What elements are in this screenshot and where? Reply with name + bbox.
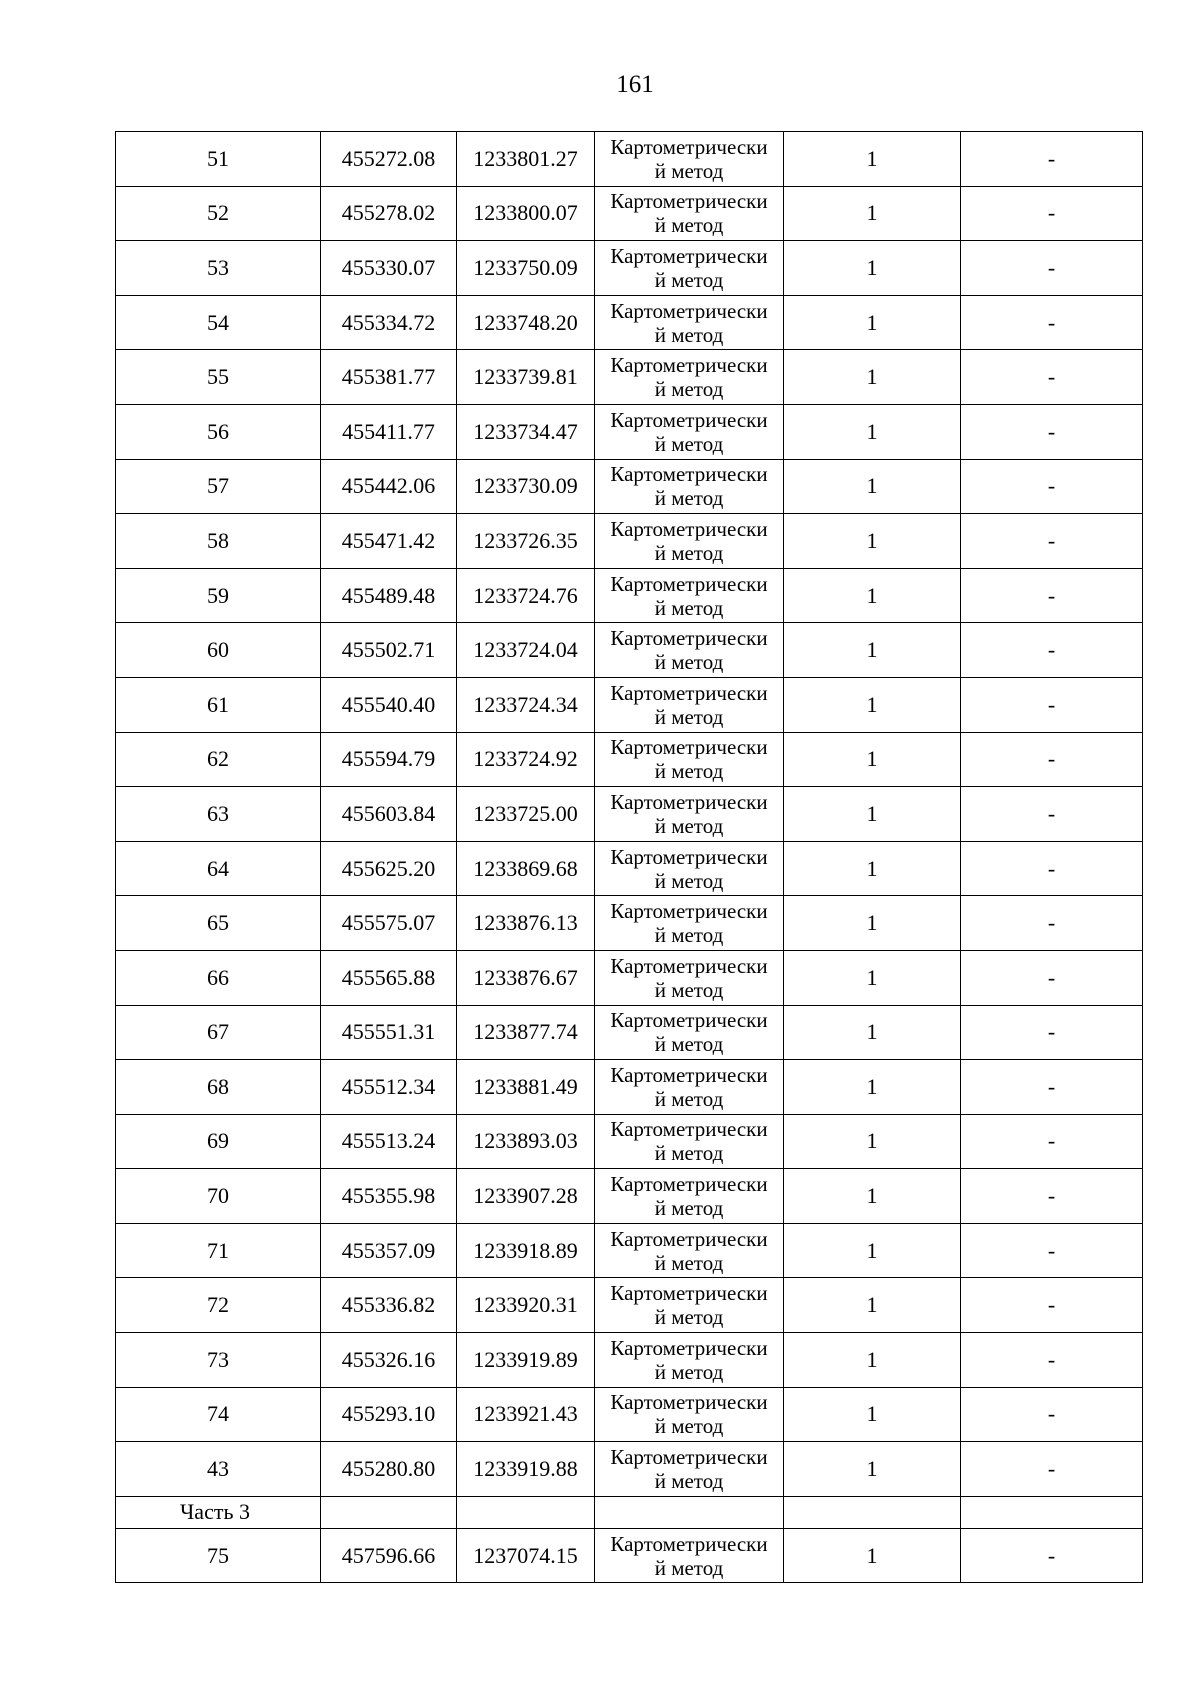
method-line-1: Картометрически	[610, 735, 768, 760]
coord-y: 1233726.35	[457, 514, 595, 569]
coord-y: 1233919.89	[457, 1333, 595, 1388]
table-row	[116, 1060, 1143, 1115]
coord-y: 1237074.15	[457, 1528, 595, 1583]
point-number: 57	[116, 459, 321, 514]
coord-y: 1233724.04	[457, 623, 595, 678]
coord-x: 455330.07	[321, 241, 457, 296]
coord-x: 455442.06	[321, 459, 457, 514]
accuracy: 1	[784, 1528, 961, 1583]
method-line-2: й метод	[654, 377, 724, 402]
point-number: 53	[116, 241, 321, 296]
accuracy: 1	[784, 404, 961, 459]
method-line-1: Картометрически	[610, 626, 768, 651]
method-line-1: Картометрически	[610, 1172, 768, 1197]
coord-x: 455381.77	[321, 350, 457, 405]
point-number: 59	[116, 568, 321, 623]
method-cell	[595, 950, 784, 1005]
coord-x: 455594.79	[321, 732, 457, 787]
method-line-1: Картометрически	[610, 1445, 768, 1470]
note: -	[961, 404, 1143, 459]
coord-y: 1233920.31	[457, 1278, 595, 1333]
method-cell	[595, 186, 784, 241]
empty-cell	[595, 1496, 784, 1528]
point-number: 70	[116, 1169, 321, 1224]
method-line-2: й метод	[654, 1555, 724, 1580]
method-cell	[595, 677, 784, 732]
coord-x: 455603.84	[321, 787, 457, 842]
table-row	[116, 241, 1143, 296]
coordinates-table	[115, 131, 1143, 1583]
accuracy: 1	[784, 568, 961, 623]
accuracy: 1	[784, 295, 961, 350]
method-cell	[595, 732, 784, 787]
accuracy: 1	[784, 841, 961, 896]
accuracy: 1	[784, 950, 961, 1005]
table-row	[116, 841, 1143, 896]
coord-y: 1233869.68	[457, 841, 595, 896]
coord-x: 455293.10	[321, 1387, 457, 1442]
point-number: 75	[116, 1528, 321, 1583]
coord-x: 455280.80	[321, 1442, 457, 1497]
table-row	[116, 1223, 1143, 1278]
method-line-2: й метод	[654, 1250, 724, 1275]
point-number: 65	[116, 896, 321, 951]
note: -	[961, 295, 1143, 350]
method-line-1: Картометрически	[610, 189, 768, 214]
note: -	[961, 1005, 1143, 1060]
coord-y: 1233750.09	[457, 241, 595, 296]
table-row	[116, 295, 1143, 350]
method-cell	[595, 1387, 784, 1442]
point-number: 61	[116, 677, 321, 732]
note: -	[961, 1060, 1143, 1115]
note: -	[961, 841, 1143, 896]
method-line-2: й метод	[654, 813, 724, 838]
method-cell	[595, 787, 784, 842]
method-line-1: Картометрически	[610, 134, 768, 159]
accuracy: 1	[784, 896, 961, 951]
method-line-2: й метод	[654, 1032, 724, 1057]
note: -	[961, 1278, 1143, 1333]
point-number: 55	[116, 350, 321, 405]
method-line-2: й метод	[654, 595, 724, 620]
empty-cell	[961, 1496, 1143, 1528]
method-line-1: Картометрически	[610, 1226, 768, 1251]
method-line-2: й метод	[654, 1414, 724, 1439]
method-line-2: й метод	[654, 158, 724, 183]
method-line-2: й метод	[654, 267, 724, 292]
accuracy: 1	[784, 732, 961, 787]
note: -	[961, 1528, 1143, 1583]
method-line-1: Картометрически	[610, 1062, 768, 1087]
method-cell	[595, 896, 784, 951]
coord-y: 1233748.20	[457, 295, 595, 350]
coord-x: 455540.40	[321, 677, 457, 732]
accuracy: 1	[784, 1333, 961, 1388]
coord-x: 455411.77	[321, 404, 457, 459]
method-line-1: Картометрически	[610, 1281, 768, 1306]
table-row	[116, 186, 1143, 241]
method-line-1: Картометрически	[610, 1117, 768, 1142]
method-line-1: Картометрически	[610, 1008, 768, 1033]
table-row	[116, 1333, 1143, 1388]
method-line-2: й метод	[654, 540, 724, 565]
table-row	[116, 787, 1143, 842]
coord-x: 455336.82	[321, 1278, 457, 1333]
point-number: 43	[116, 1442, 321, 1497]
note: -	[961, 459, 1143, 514]
method-line-2: й метод	[654, 650, 724, 675]
method-line-2: й метод	[654, 431, 724, 456]
note: -	[961, 350, 1143, 405]
method-cell	[595, 132, 784, 187]
method-line-2: й метод	[654, 1469, 724, 1494]
method-line-1: Картометрически	[610, 789, 768, 814]
point-number: 66	[116, 950, 321, 1005]
coord-y: 1233725.00	[457, 787, 595, 842]
coord-x: 455551.31	[321, 1005, 457, 1060]
coord-x: 455471.42	[321, 514, 457, 569]
accuracy: 1	[784, 1005, 961, 1060]
method-line-2: й метод	[654, 704, 724, 729]
coord-y: 1233921.43	[457, 1387, 595, 1442]
coord-x: 455575.07	[321, 896, 457, 951]
coord-x: 455355.98	[321, 1169, 457, 1224]
note: -	[961, 568, 1143, 623]
table-row	[116, 732, 1143, 787]
point-number: 52	[116, 186, 321, 241]
method-cell	[595, 514, 784, 569]
method-line-2: й метод	[654, 868, 724, 893]
method-line-1: Картометрически	[610, 298, 768, 323]
note: -	[961, 896, 1143, 951]
table-row	[116, 1528, 1143, 1583]
coord-x: 455502.71	[321, 623, 457, 678]
point-number: 73	[116, 1333, 321, 1388]
coord-y: 1233919.88	[457, 1442, 595, 1497]
note: -	[961, 1333, 1143, 1388]
table-row	[116, 1442, 1143, 1497]
note: -	[961, 732, 1143, 787]
method-line-1: Картометрически	[610, 1335, 768, 1360]
method-line-1: Картометрически	[610, 844, 768, 869]
method-cell	[595, 459, 784, 514]
note: -	[961, 514, 1143, 569]
point-number: 69	[116, 1114, 321, 1169]
table-row	[116, 896, 1143, 951]
table-row	[116, 1169, 1143, 1224]
note: -	[961, 186, 1143, 241]
point-number: 60	[116, 623, 321, 678]
method-line-2: й метод	[654, 1305, 724, 1330]
note: -	[961, 1114, 1143, 1169]
method-cell	[595, 1278, 784, 1333]
section-row	[116, 1496, 1143, 1528]
method-cell	[595, 1114, 784, 1169]
empty-cell	[457, 1496, 595, 1528]
table-row	[116, 1278, 1143, 1333]
coord-y: 1233800.07	[457, 186, 595, 241]
point-number: 71	[116, 1223, 321, 1278]
table-row	[116, 132, 1143, 187]
point-number: 62	[116, 732, 321, 787]
accuracy: 1	[784, 623, 961, 678]
coord-x: 455489.48	[321, 568, 457, 623]
coordinates-table-body	[116, 132, 1143, 1583]
method-cell	[595, 623, 784, 678]
method-line-1: Картометрически	[610, 571, 768, 596]
accuracy: 1	[784, 677, 961, 732]
accuracy: 1	[784, 1169, 961, 1224]
point-number: 72	[116, 1278, 321, 1333]
method-line-1: Картометрически	[610, 1390, 768, 1415]
method-cell	[595, 1333, 784, 1388]
method-line-2: й метод	[654, 322, 724, 347]
method-line-2: й метод	[654, 1196, 724, 1221]
method-cell	[595, 1223, 784, 1278]
table-row	[116, 1114, 1143, 1169]
method-line-1: Картометрически	[610, 407, 768, 432]
coord-y: 1233918.89	[457, 1223, 595, 1278]
method-line-2: й метод	[654, 1359, 724, 1384]
method-line-2: й метод	[654, 1086, 724, 1111]
coord-x: 457596.66	[321, 1528, 457, 1583]
coord-y: 1233734.47	[457, 404, 595, 459]
method-line-1: Картометрически	[610, 899, 768, 924]
accuracy: 1	[784, 1278, 961, 1333]
table-row	[116, 350, 1143, 405]
method-cell	[595, 295, 784, 350]
empty-cell	[784, 1496, 961, 1528]
point-number: 54	[116, 295, 321, 350]
method-line-1: Картометрически	[610, 953, 768, 978]
note: -	[961, 623, 1143, 678]
note: -	[961, 787, 1143, 842]
accuracy: 1	[784, 241, 961, 296]
coord-x: 455334.72	[321, 295, 457, 350]
method-cell	[595, 404, 784, 459]
coord-y: 1233739.81	[457, 350, 595, 405]
method-cell	[595, 241, 784, 296]
table-row	[116, 623, 1143, 678]
accuracy: 1	[784, 350, 961, 405]
coord-y: 1233724.92	[457, 732, 595, 787]
coord-x: 455278.02	[321, 186, 457, 241]
accuracy: 1	[784, 1060, 961, 1115]
table-row	[116, 514, 1143, 569]
method-cell	[595, 841, 784, 896]
page-number: 161	[616, 71, 654, 98]
method-cell	[595, 1442, 784, 1497]
method-line-1: Картометрически	[610, 680, 768, 705]
coord-y: 1233876.67	[457, 950, 595, 1005]
coord-y: 1233893.03	[457, 1114, 595, 1169]
table-row	[116, 459, 1143, 514]
note: -	[961, 1223, 1143, 1278]
accuracy: 1	[784, 1442, 961, 1497]
note: -	[961, 1169, 1143, 1224]
method-line-2: й метод	[654, 977, 724, 1002]
point-number: 58	[116, 514, 321, 569]
accuracy: 1	[784, 186, 961, 241]
method-line-2: й метод	[654, 923, 724, 948]
section-label: Часть 3	[116, 1496, 321, 1528]
table-row	[116, 1005, 1143, 1060]
coord-y: 1233724.76	[457, 568, 595, 623]
accuracy: 1	[784, 459, 961, 514]
method-line-1: Картометрически	[610, 353, 768, 378]
coord-x: 455357.09	[321, 1223, 457, 1278]
accuracy: 1	[784, 514, 961, 569]
coord-y: 1233881.49	[457, 1060, 595, 1115]
point-number: 64	[116, 841, 321, 896]
coord-y: 1233801.27	[457, 132, 595, 187]
coord-y: 1233877.74	[457, 1005, 595, 1060]
accuracy: 1	[784, 1387, 961, 1442]
table-row	[116, 677, 1143, 732]
coord-x: 455512.34	[321, 1060, 457, 1115]
method-line-1: Картометрически	[610, 243, 768, 268]
coord-y: 1233730.09	[457, 459, 595, 514]
method-cell	[595, 1005, 784, 1060]
coord-x: 455565.88	[321, 950, 457, 1005]
empty-cell	[321, 1496, 457, 1528]
method-line-1: Картометрически	[610, 462, 768, 487]
method-line-2: й метод	[654, 1141, 724, 1166]
table-row	[116, 950, 1143, 1005]
coord-x: 455326.16	[321, 1333, 457, 1388]
point-number: 74	[116, 1387, 321, 1442]
accuracy: 1	[784, 1114, 961, 1169]
point-number: 67	[116, 1005, 321, 1060]
note: -	[961, 1442, 1143, 1497]
note: -	[961, 241, 1143, 296]
coord-x: 455272.08	[321, 132, 457, 187]
note: -	[961, 950, 1143, 1005]
method-cell	[595, 568, 784, 623]
method-cell	[595, 1528, 784, 1583]
method-cell	[595, 1169, 784, 1224]
note: -	[961, 677, 1143, 732]
point-number: 56	[116, 404, 321, 459]
table-row	[116, 404, 1143, 459]
method-line-2: й метод	[654, 213, 724, 238]
coord-x: 455625.20	[321, 841, 457, 896]
accuracy: 1	[784, 787, 961, 842]
coord-y: 1233907.28	[457, 1169, 595, 1224]
coord-x: 455513.24	[321, 1114, 457, 1169]
method-cell	[595, 350, 784, 405]
note: -	[961, 1387, 1143, 1442]
accuracy: 1	[784, 1223, 961, 1278]
table-row	[116, 568, 1143, 623]
point-number: 68	[116, 1060, 321, 1115]
coord-y: 1233724.34	[457, 677, 595, 732]
point-number: 63	[116, 787, 321, 842]
note: -	[961, 132, 1143, 187]
method-cell	[595, 1060, 784, 1115]
method-line-2: й метод	[654, 486, 724, 511]
table-row	[116, 1387, 1143, 1442]
method-line-1: Картометрически	[610, 1531, 768, 1556]
method-line-1: Картометрически	[610, 516, 768, 541]
method-line-2: й метод	[654, 759, 724, 784]
accuracy: 1	[784, 132, 961, 187]
point-number: 51	[116, 132, 321, 187]
coord-y: 1233876.13	[457, 896, 595, 951]
